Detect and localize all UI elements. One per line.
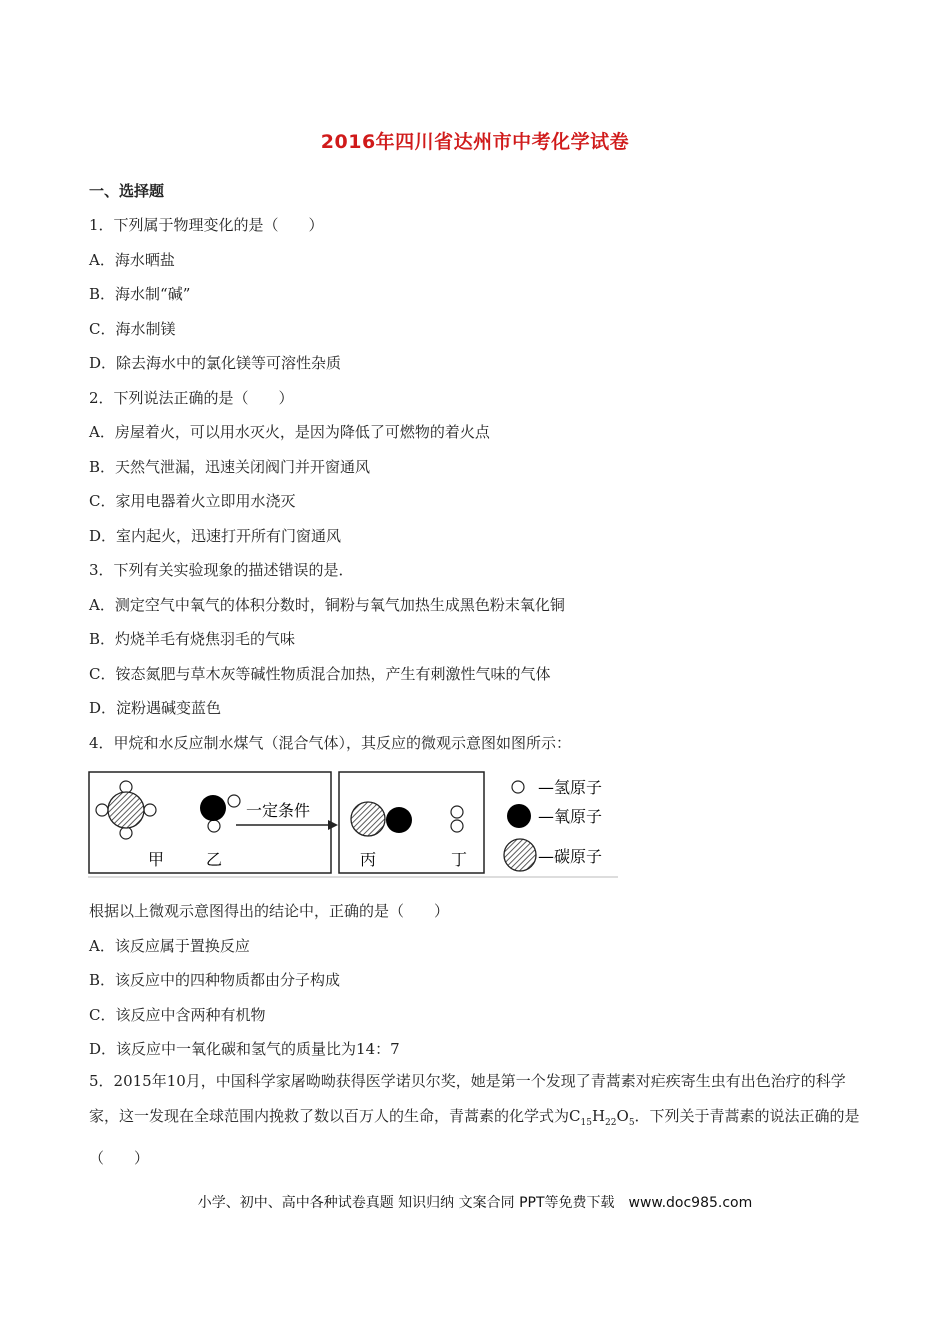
hydrogen-atom-icon bbox=[512, 781, 524, 793]
question-4-option-d: D．该反应中一氧化碳和氢气的质量比为14：7 bbox=[89, 1040, 400, 1058]
question-2-option-a: A．房屋着火，可以用水灭火，是因为降低了可燃物的着火点 bbox=[89, 423, 490, 441]
hydrogen-molecule-icon bbox=[451, 806, 463, 832]
legend-carbon: —碳原子 bbox=[538, 847, 603, 866]
oxygen-atom-icon bbox=[507, 804, 531, 828]
reactant-1-label: 甲 bbox=[148, 850, 165, 869]
question-2-option-b: B．天然气泄漏，迅速关闭阀门并开窗通风 bbox=[89, 458, 371, 476]
carbon-monoxide-molecule-icon bbox=[351, 802, 412, 836]
legend-oxygen: —氧原子 bbox=[538, 807, 603, 826]
question-1-option-d: D．除去海水中的氯化镁等可溶性杂质 bbox=[89, 354, 342, 372]
question-3-stem: 3．下列有关实验现象的描述错误的是． bbox=[89, 561, 354, 579]
question-5-stem: 5．2015年10月，中国科学家屠呦呦获得医学诺贝尔奖，她是第一个发现了青蒿素对疟疾寄生虫有出色治疗的科学家，这一发现在全球范围内挽救了数以百万人的生命，青蒿素的化学式为$C_{15}H_{22}O_5$．下列关于青蒿素的说法正确的是（ ） bbox=[89, 1072, 860, 1167]
question-4-stem: 4．甲烷和水反应制水煤气（混合气体），其反应的微观示意图如图所示： bbox=[89, 734, 572, 752]
question-2-option-d: D．室内起火，迅速打开所有门窗通风 bbox=[89, 527, 342, 545]
section-heading: 一、选择题 bbox=[89, 182, 165, 200]
reaction-condition-label: 一定条件 bbox=[246, 801, 311, 820]
question-1-option-a: A．海水晒盐 bbox=[89, 251, 175, 269]
question-1-option-c: C．海水制镁 bbox=[89, 320, 176, 338]
question-4-option-c: C．该反应中含两种有机物 bbox=[89, 1006, 266, 1024]
question-3-option-c: C．铵态氮肥与草木灰等碱性物质混合加热，产生有刺激性气味的气体 bbox=[89, 665, 551, 683]
artemisinin-formula: $C_{15}H_{22}O_5$ bbox=[569, 1107, 635, 1128]
question-2-stem: 2．下列说法正确的是（ ） bbox=[89, 389, 294, 407]
methane-molecule-icon bbox=[96, 781, 156, 839]
product-1-label: 丙 bbox=[360, 850, 377, 869]
page-footer: 小学、初中、高中各种试卷真题 知识归纳 文案合同 PPT等免费下载 www.doc985.com bbox=[197, 1195, 753, 1211]
question-2-option-c: C．家用电器着火立即用水浇灭 bbox=[89, 492, 296, 510]
question-3-option-a: A．测定空气中氧气的体积分数时，铜粉与氧气加热生成黑色粉末氧化铜 bbox=[89, 596, 565, 614]
water-molecule-icon bbox=[200, 795, 240, 832]
page-title: 2016年四川省达州市中考化学试卷 bbox=[320, 131, 630, 153]
question-1-option-b: B．海水制“碱” bbox=[89, 285, 191, 303]
question-1-stem: 1．下列属于物理变化的是（ ） bbox=[89, 216, 324, 234]
question-3-option-b: B．灼烧羊毛有烧焦羽毛的气味 bbox=[89, 630, 296, 648]
question-4-option-b: B．该反应中的四种物质都由分子构成 bbox=[89, 971, 341, 989]
product-2-label: 丁 bbox=[451, 850, 468, 869]
reaction-diagram bbox=[88, 770, 618, 878]
question-3-option-d: D．淀粉遇碱变蓝色 bbox=[89, 699, 222, 717]
question-4-option-a: A．该反应属于置换反应 bbox=[89, 937, 250, 955]
carbon-atom-icon bbox=[504, 839, 536, 871]
legend-hydrogen: —氢原子 bbox=[538, 778, 603, 797]
question-4-prompt: 根据以上微观示意图得出的结论中，正确的是（ ） bbox=[89, 902, 450, 920]
reactant-2-label: 乙 bbox=[206, 850, 223, 869]
